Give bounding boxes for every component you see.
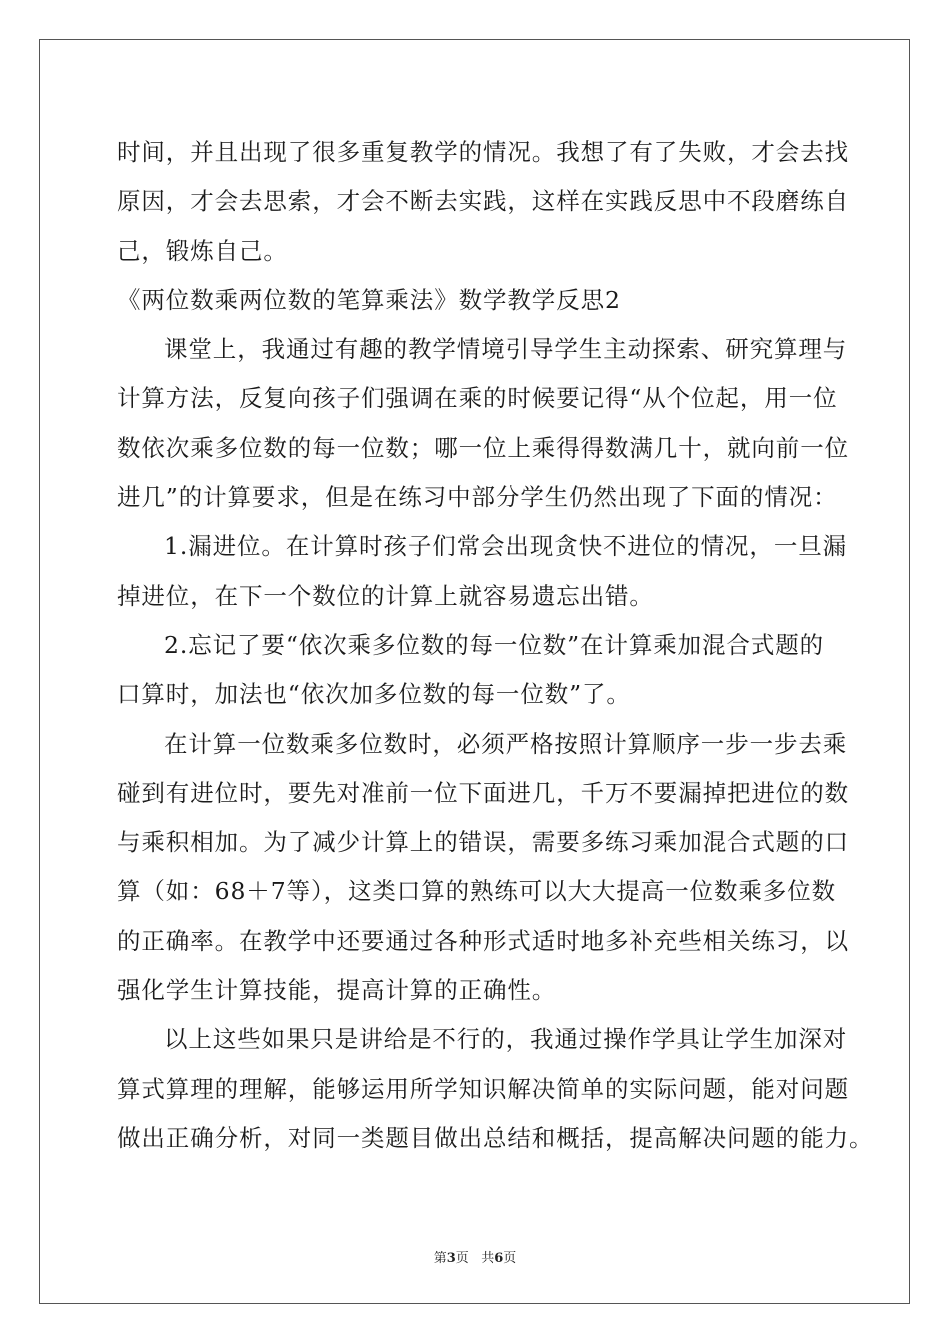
total-pages-number: 6 <box>494 1251 504 1266</box>
text-line: 进几”的计算要求，但是在练习中部分学生仍然出现了下面的情况： <box>117 483 838 512</box>
text-line: 计算方法，反复向孩子们强调在乘的时候要记得“从个位起，用一位 <box>117 384 838 413</box>
text-line: 算（如：68＋7等），这类口算的熟练可以大大提高一位数乘多位数 <box>117 877 837 906</box>
text-line: 的正确率。在教学中还要通过各种形式适时地多补充些相关练习，以 <box>117 926 849 955</box>
page-suffix: 页 <box>455 1251 469 1266</box>
total-prefix: 共 <box>481 1251 495 1266</box>
text-line: 课堂上，我通过有趣的教学情境引导学生主动探索、研究算理与 <box>164 335 848 364</box>
text-line: 以上这些如果只是讲给是不行的，我通过操作学具让学生加深对 <box>164 1025 848 1054</box>
document-body <box>117 128 874 1163</box>
text-line: 口算时，加法也“依次加多位数的每一位数”了。 <box>117 680 631 709</box>
text-line: 算式算理的理解，能够运用所学知识解决简单的实际问题，能对问题 <box>117 1074 849 1103</box>
text-line: 做出正确分析，对同一类题目做出总结和概括，提高解决问题的能力。 <box>117 1123 874 1152</box>
text-line: 与乘积相加。为了减少计算上的错误，需要多练习乘加混合式题的口 <box>117 828 849 857</box>
current-page-number: 3 <box>446 1251 456 1266</box>
text-line: 在计算一位数乘多位数时，必须严格按照计算顺序一步一步去乘 <box>164 729 848 758</box>
section-title: 《两位数乘两位数的笔算乘法》数学教学反思2 <box>117 285 621 314</box>
total-suffix: 页 <box>503 1251 517 1266</box>
page-footer <box>0 1247 950 1266</box>
list-item: 2.忘记了要“依次乘多位数的每一位数”在计算乘加混合式题的 <box>164 630 825 659</box>
list-item: 1.漏进位。在计算时孩子们常会出现贪快不进位的情况，一旦漏 <box>164 532 848 561</box>
text-line: 碰到有进位时，要先对准前一位下面进几，千万不要漏掉把进位的数 <box>117 778 849 807</box>
page-prefix: 第 <box>433 1251 447 1266</box>
text-line: 己，锻炼自己。 <box>117 236 288 265</box>
text-line: 掉进位，在下一个数位的计算上就容易遗忘出错。 <box>117 581 654 610</box>
text-line: 强化学生计算技能，提高计算的正确性。 <box>117 976 557 1005</box>
text-line: 时间，并且出现了很多重复教学的情况。我想了有了失败，才会去找 <box>117 138 849 166</box>
text-line: 原因，才会去思索，才会不断去实践，这样在实践反思中不段磨练自 <box>117 187 849 216</box>
text-line: 数依次乘多位数的每一位数；哪一位上乘得得数满几十，就向前一位 <box>117 433 849 462</box>
